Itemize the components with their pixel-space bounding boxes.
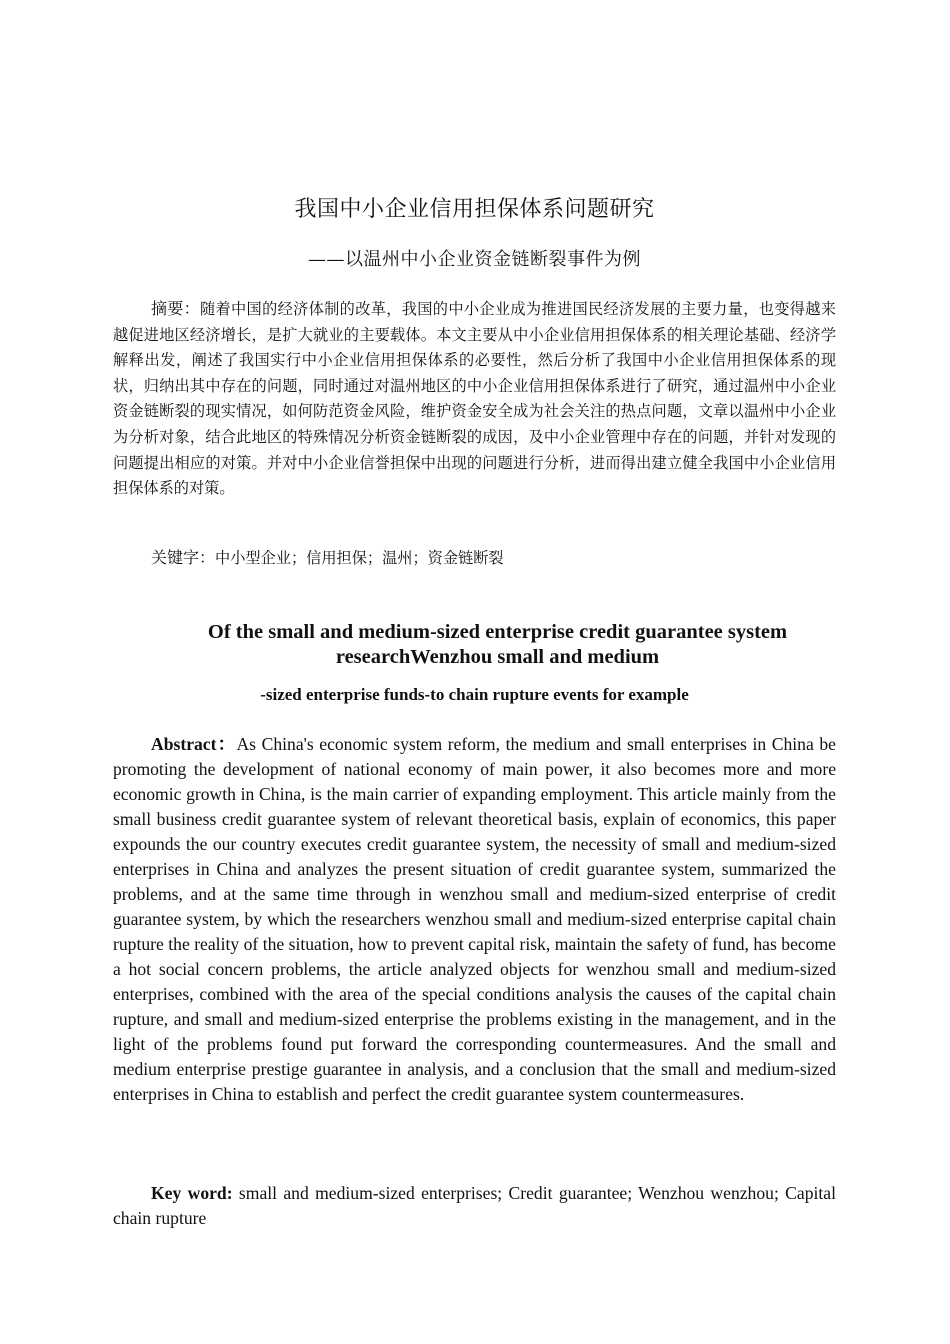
chinese-title: 我国中小企业信用担保体系问题研究	[294, 197, 655, 222]
chinese-keywords-label: 关键字：	[151, 548, 216, 567]
chinese-keywords	[113, 545, 836, 571]
chinese-subtitle: ——以温州中小企业资金链断裂事件为例	[308, 249, 641, 270]
english-abstract	[113, 732, 836, 1107]
english-keywords	[113, 1181, 836, 1231]
english-keywords-text: small and medium-sized enterprises; Credit guarantee; Wenzhou wenzhou; Capital chain rupture	[113, 1183, 836, 1228]
chinese-abstract	[113, 296, 836, 502]
english-title	[113, 620, 836, 670]
chinese-keywords-text: 中小型企业；信用担保；温州；资金链断裂	[215, 549, 504, 567]
english-subtitle: -sized enterprise funds-to chain rupture events for example	[260, 685, 689, 704]
chinese-abstract-label: 摘要：	[151, 299, 200, 318]
english-title-line-2: researchWenzhou small and medium	[335, 646, 660, 668]
english-abstract-text: As China's economic system reform, the medium and small enterprises in China be promoting the development of national economy of main power, it also becomes more and more economic growth in China, is the main carrier of expanding employment. This article mainly from the small business credit guarantee system of relevant theoretical basis, explain of economics, this paper expounds the our country executes credit guarantee system, the necessity of small and medium-sized enterprises in China and analyzes the present situation of credit guarantee system, summarized the problems, and at the same time through in wenzhou small and medium-sized enterprise of credit guarantee system, by which the researchers wenzhou small and medium-sized enterprise capital chain rupture the reality of the situation, how to prevent capital risk, maintain the safety of fund, has become a hot social concern problems, the article analyzed objects for wenzhou small and medium-sized enterprises, combined with the area of the special conditions analysis the causes of the capital chain rupture, and small and medium-sized enterprise the problems existing in the management, and in the light of the problems found put forward the corresponding countermeasures. And the small and medium enterprise prestige guarantee in analysis, and a conclusion that the small and medium-sized enterprises in China to establish and perfect the credit guarantee system countermeasures.	[113, 734, 836, 1104]
english-abstract-label: Abstract：	[151, 734, 237, 754]
chinese-abstract-text: 随着中国的经济体制的改革，我国的中小企业成为推进国民经济发展的主要力量，也变得越来越促进地区经济增长，是扩大就业的主要载体。本文主要从中小企业信用担保体系的相关理论基础、经济学解释出发，阐述了我国实行中小企业信用担保体系的必要性，然后分析了我国中小企业信用担保体系的现状，归纳出其中存在的问题，同时通过对温州地区的中小企业信用担保体系进行了研究，通过温州中小企业资金链断裂的现实情况，如何防范资金风险，维护资金安全成为社会关注的热点问题，文章以温州中小企业为分析对象，结合此地区的特殊情况分析资金链断裂的成因，及中小企业管理中存在的问题，并针对发现的问题提出相应的对策。并对中小企业信誉担保中出现的问题进行分析，进而得出建立健全我国中小企业信用担保体系的对策。	[113, 300, 836, 498]
english-keywords-label: Key word:	[151, 1183, 233, 1203]
english-title-line-1: Of the small and medium-sized enterprise credit guarantee system	[207, 621, 788, 643]
